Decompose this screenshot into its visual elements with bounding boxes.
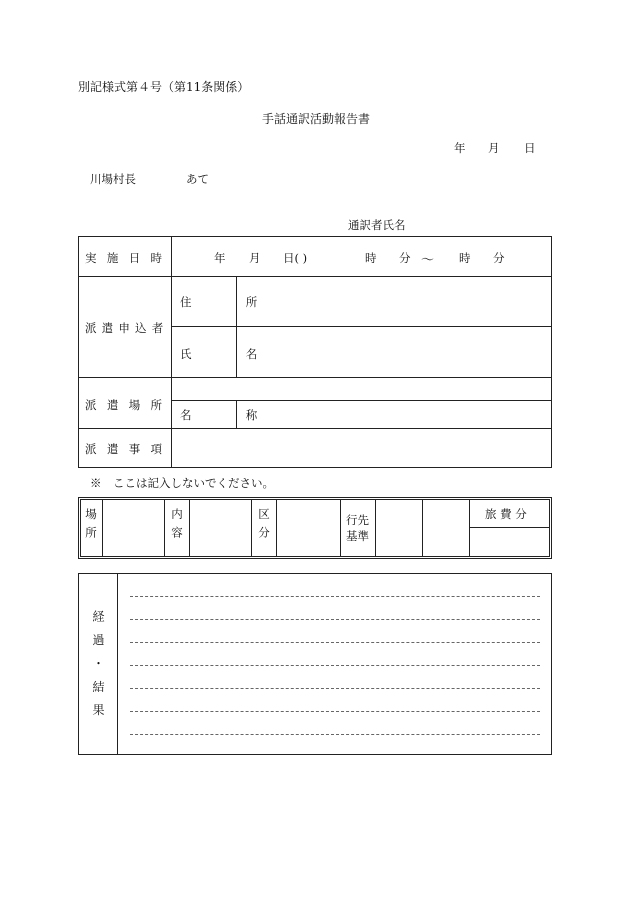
content-cell-label: 内容 xyxy=(170,508,184,545)
writing-line xyxy=(130,665,540,666)
office-use-table xyxy=(78,497,552,559)
standard-label: 基準 xyxy=(346,529,369,543)
table-divider xyxy=(78,428,552,429)
division-cell-label: 区分 xyxy=(257,508,271,545)
table-divider xyxy=(469,499,470,557)
implementation-datetime-label: 実施日時 xyxy=(85,251,173,265)
addressee: 川場村長 xyxy=(90,172,136,186)
office-use-note: ※ ここは記入しないでください。 xyxy=(90,476,274,490)
date-year-label: 年 xyxy=(454,141,466,155)
writing-line xyxy=(130,688,540,689)
table-divider xyxy=(189,499,190,557)
impl-day: 日( ) xyxy=(283,251,308,265)
table-divider xyxy=(251,499,252,557)
impl-hour-end: 時 xyxy=(459,251,471,265)
table-divider xyxy=(340,499,341,557)
table-divider xyxy=(375,499,376,557)
progress-result-label: 経過・結果 xyxy=(91,610,105,727)
date-month-label: 月 xyxy=(488,141,500,155)
impl-min-end: 分 xyxy=(493,251,505,265)
form-reference: 別記様式第４号（第11条関係） xyxy=(78,80,250,94)
table-divider xyxy=(469,527,550,528)
report-table xyxy=(78,236,552,468)
table-divider xyxy=(171,326,552,327)
table-divider xyxy=(171,400,552,401)
dispatch-matter-label: 派遣事項 xyxy=(85,442,173,456)
impl-hour-start: 時 xyxy=(365,251,377,265)
table-divider xyxy=(117,573,118,755)
impl-month: 月 xyxy=(249,251,261,265)
requester-label: 派遣申込者 xyxy=(85,321,169,335)
impl-year: 年 xyxy=(214,251,226,265)
date-day-label: 日 xyxy=(524,141,536,155)
interpreter-name-label: 通訳者氏名 xyxy=(348,218,406,232)
table-divider xyxy=(164,499,165,557)
table-divider xyxy=(171,236,172,468)
destination-label: 行先 xyxy=(346,513,369,527)
table-divider xyxy=(78,276,552,277)
place-name-label: 名 称 xyxy=(180,408,283,422)
progress-result-table xyxy=(78,573,552,755)
impl-min-start: 分 xyxy=(399,251,411,265)
table-divider xyxy=(78,377,552,378)
dispatch-place-label: 派遣場所 xyxy=(85,398,173,412)
writing-line xyxy=(130,734,540,735)
writing-line xyxy=(130,619,540,620)
addressee-suffix: あて xyxy=(186,172,209,186)
document-title: 手話通訳活動報告書 xyxy=(262,112,371,126)
writing-line xyxy=(130,596,540,597)
writing-line xyxy=(130,711,540,712)
travel-cost-label: 旅 費 分 xyxy=(485,507,527,521)
impl-tilde: 〜 xyxy=(421,253,435,268)
table-divider xyxy=(276,499,277,557)
table-divider xyxy=(102,499,103,557)
name-label: 氏 名 xyxy=(180,347,283,361)
place-cell-label: 場所 xyxy=(84,508,98,545)
address-label: 住 所 xyxy=(180,295,283,309)
writing-line xyxy=(130,642,540,643)
table-divider xyxy=(422,499,423,557)
